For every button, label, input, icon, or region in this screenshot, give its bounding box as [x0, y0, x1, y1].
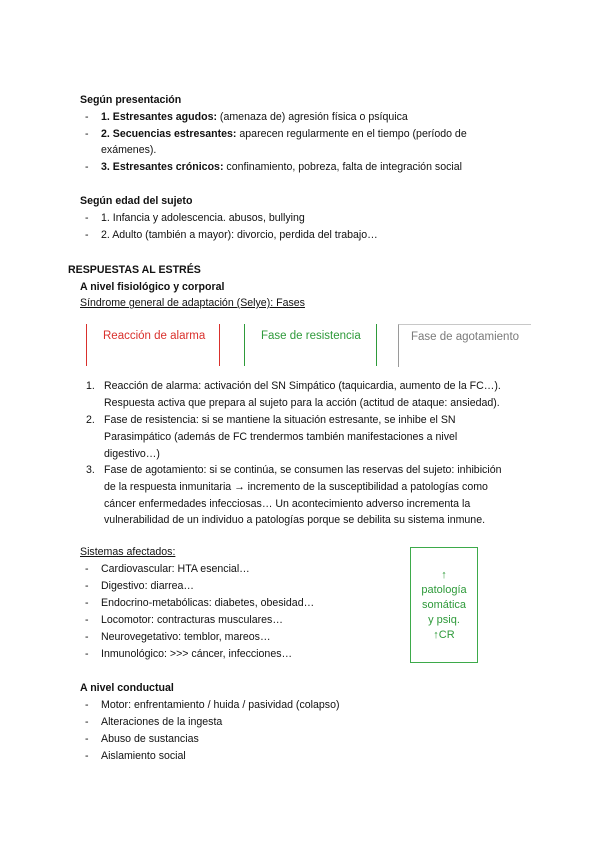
bullet-dash: - [85, 614, 89, 626]
phase-detail-line: Reacción de alarma: activación del SN Simpático (taquicardia, aumento de la FC…). [104, 380, 501, 392]
bullet-dash: - [85, 699, 89, 711]
up-arrow-icon: ↑ [441, 569, 447, 581]
list-item: 1. Estresantes agudos: (amenaza de) agresión física o psíquica [101, 111, 408, 123]
heading-respuestas: RESPUESTAS AL ESTRÉS [68, 264, 201, 276]
bullet-dash: - [85, 716, 89, 728]
list-item: Motor: enfrentamiento / huida / pasividad (colapso) [101, 699, 340, 711]
phase-detail-line: cáncer enfermedades infecciosas… Un acontecimiento adverso incrementa la [104, 498, 471, 510]
bullet-dash: - [85, 750, 89, 762]
section-title-edad: Según edad del sujeto [80, 195, 193, 207]
list-item: Neurovegetativo: temblor, mareos… [101, 631, 271, 643]
sindrome-title: Síndrome general de adaptación (Selye): Fases [80, 297, 305, 309]
bullet-dash: - [85, 733, 89, 745]
subheading-conductual: A nivel conductual [80, 682, 174, 694]
bullet-dash: - [85, 597, 89, 609]
list-item: 1. Infancia y adolescencia. abusos, bullying [101, 212, 305, 224]
section-title-presentacion: Según presentación [80, 94, 182, 106]
phase-label-alarma: Reacción de alarma [103, 330, 206, 342]
bullet-dash: - [85, 631, 89, 643]
list-item: 2. Adulto (también a mayor): divorcio, perdida del trabajo… [101, 229, 378, 241]
side-note-line: somática [421, 599, 467, 611]
list-item: Digestivo: diarrea… [101, 580, 195, 592]
list-item: Inmunológico: >>> cáncer, infecciones… [101, 648, 293, 660]
bullet-dash: - [85, 229, 89, 241]
list-item: Aislamiento social [101, 750, 186, 762]
side-note-box [410, 547, 478, 663]
phase-detail-line: Fase de resistencia: si se mantiene la situación estresante, se inhibe el SN [104, 414, 456, 426]
phase-label-agotamiento: Fase de agotamiento [411, 331, 520, 343]
sistemas-title: Sistemas afectados: [80, 546, 176, 558]
phase-box-agotamiento [398, 324, 531, 367]
side-note-line: ↑CR [433, 629, 455, 641]
bullet-dash: - [85, 111, 89, 123]
phase-number: 2. [86, 414, 95, 426]
bullet-dash: - [85, 212, 89, 224]
bullet-dash: - [85, 563, 89, 575]
side-note-line: y psiq. [428, 614, 460, 626]
list-item: Locomotor: contracturas musculares… [101, 614, 283, 626]
phase-box-alarma [86, 324, 220, 366]
phase-detail-line: Fase de agotamiento: si se continúa, se consumen las reservas del sujeto: inhibición [104, 464, 502, 476]
list-item-continuation: exámenes). [101, 144, 157, 156]
phase-box-resistencia [244, 324, 377, 366]
bullet-dash: - [85, 161, 89, 173]
phase-detail-line: digestivo…) [104, 448, 160, 460]
phase-detail-line: Respuesta activa que prepara al sujeto para la acción (actitud de ataque: ansiedad). [104, 397, 500, 409]
list-item: Endocrino-metabólicas: diabetes, obesidad… [101, 597, 315, 609]
phase-label-resistencia: Fase de resistencia [261, 330, 361, 342]
phase-number: 1. [86, 380, 95, 392]
phase-detail-line: vulnerabilidad de un individuo a patologías porque se debilita su sistema inmune. [104, 514, 486, 526]
bullet-dash: - [85, 128, 89, 140]
subheading-fisiologico: A nivel fisiológico y corporal [80, 281, 225, 293]
phase-number: 3. [86, 464, 95, 476]
phase-detail-line: Parasimpático (además de FC trendermos también manifestaciones a nivel [104, 431, 458, 443]
bullet-dash: - [85, 648, 89, 660]
list-item: 3. Estresantes crónicos: confinamiento, pobreza, falta de integración social [101, 161, 462, 173]
list-item: Abuso de sustancias [101, 733, 199, 745]
phase-detail-line: de la respuesta inmunitaria → incremento de la susceptibilidad a patologías como [104, 481, 488, 493]
side-note-line: patología [421, 584, 467, 596]
list-item: 2. Secuencias estresantes: aparecen regularmente en el tiempo (período de [101, 128, 467, 140]
list-item: Cardiovascular: HTA esencial… [101, 563, 250, 575]
bullet-dash: - [85, 580, 89, 592]
list-item: Alteraciones de la ingesta [101, 716, 223, 728]
